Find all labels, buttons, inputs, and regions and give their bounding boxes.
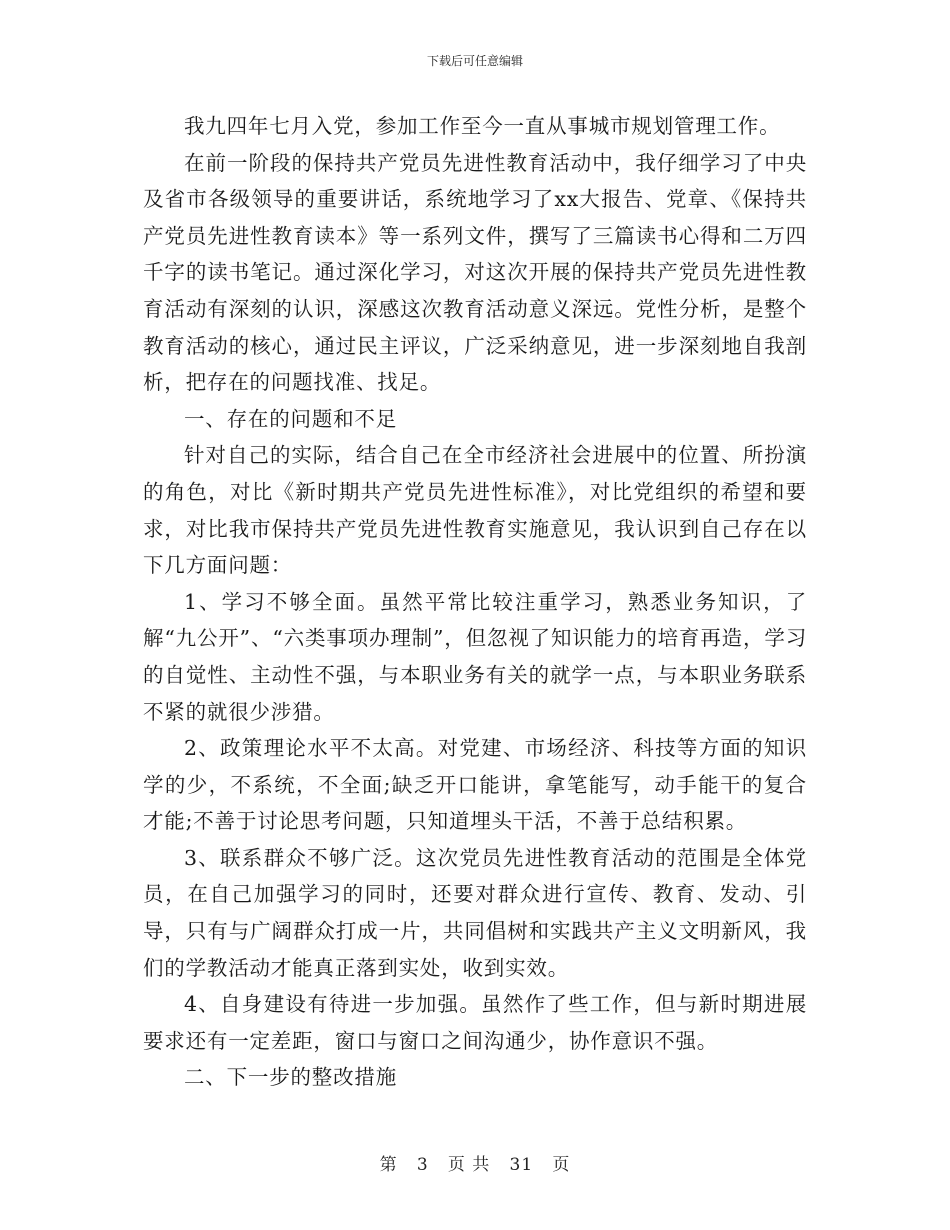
page-footer bbox=[0, 1155, 950, 1175]
page-header bbox=[0, 53, 950, 69]
section-heading-problems: 一、存在的问题和不足 bbox=[184, 406, 397, 431]
footer-current-page: 3 bbox=[416, 1155, 429, 1175]
footer-label-page: 第 bbox=[379, 1155, 398, 1175]
paragraph-intro: 我九四年七月入党，参加工作至今一直从事城市规划管理工作。 bbox=[184, 114, 781, 138]
list-item-problem-3: 3、联系群众不够广泛。这次党员先进性教育活动的范围是全体党员，在自己加强学习的同时，还要对群众进行宣传、教育、发动、引导，只有与广阔群众打成一片，共同倡树和实践共产主义文明新风，我们的学教活动才能真正落到实处，收到实效。 bbox=[143, 845, 807, 980]
list-item-problem-1: 1、学习不够全面。虽然平常比较注重学习，熟悉业务知识，了解“九公开”、“六类事项办理制”，但忽视了知识能力的培育再造，学习的自觉性、主动性不强，与本职业务有关的就学一点，与本职业务联系不紧的就很少涉猎。 bbox=[143, 589, 807, 724]
document-body bbox=[143, 108, 807, 1096]
list-item-problem-2: 2、政策理论水平不太高。对党建、市场经济、科技等方面的知识学的少，不系统，不全面;缺乏开口能讲，拿笔能写，动手能干的复合才能;不善于讨论思考问题，只知道埋头干活，不善于总结积累。 bbox=[143, 736, 807, 834]
paragraph-study: 在前一阶段的保持共产党员先进性教育活动中，我仔细学习了中央及省市各级领导的重要讲话，系统地学习了xx大报告、党章、《保持共产党员先进性教育读本》等一系列文件，撰写了三篇读书心得和二万四千字的读书笔记。通过深化学习，对这次开展的保持共产党员先进性教育活动有深刻的认识，深感这次教育活动意义深远。党性分析，是整个教育活动的核心，通过民主评议，广泛采纳意见，进一步深刻地自我剖析，把存在的问题找准、找足。 bbox=[143, 150, 807, 395]
footer-label-of: 页 共 bbox=[447, 1155, 491, 1175]
list-item-problem-4: 4、自身建设有待进一步加强。虽然作了些工作，但与新时期进展要求还有一定差距，窗口与窗口之间沟通少，协作意识不强。 bbox=[143, 992, 807, 1053]
header-note: 下载后可任意编辑 bbox=[426, 54, 523, 68]
paragraph-problems-intro: 针对自己的实际，结合自己在全市经济社会进展中的位置、所扮演的角色，对比《新时期共产党员先进性标准》，对比党组织的希望和要求，对比我市保持共产党员先进性教育实施意见，我认识到自己存在以下几方面问题： bbox=[143, 443, 807, 578]
footer-label-end: 页 bbox=[552, 1155, 571, 1175]
section-heading-measures: 二、下一步的整改措施 bbox=[184, 1065, 397, 1090]
footer-total-pages: 31 bbox=[509, 1155, 534, 1175]
